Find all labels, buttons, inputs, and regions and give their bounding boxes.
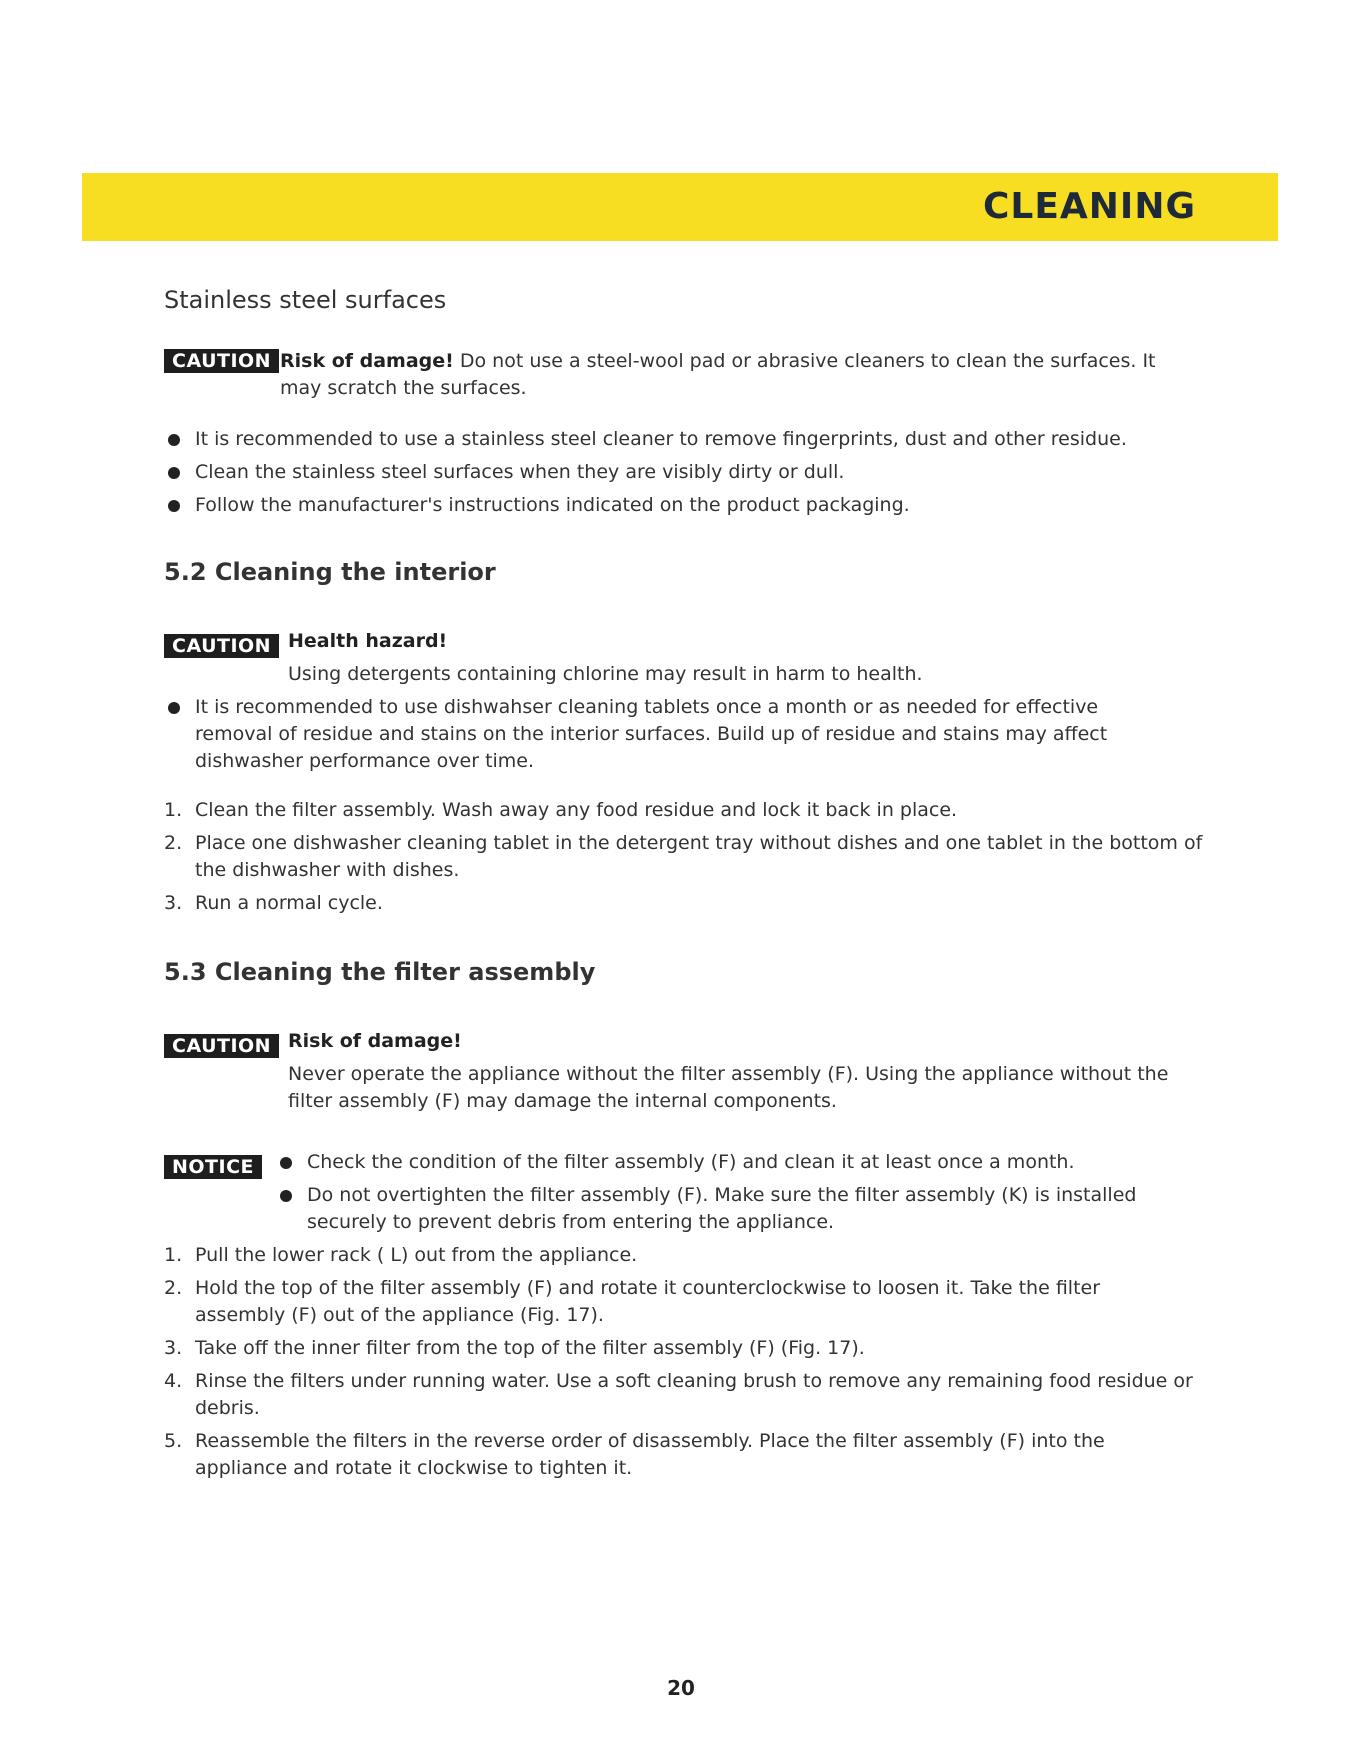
step-item: 3. Take off the inner filter from the top of the filter assembly (F) (Fig. 17). [164,1337,865,1359]
page-section-title: CLEANING [982,186,1196,227]
caution-badge-interior: CAUTION [164,634,279,658]
step-item: 2. Hold the top of the filter assembly (F) and rotate it counterclockwise to loosen it. Take the filter assembly (F) out of the appliance (Fig. 17). [164,1277,1101,1326]
caution-lead: Risk of damage! [280,350,454,372]
step-item: 5. Reassemble the filters in the reverse order of disassembly. Place the filter assembly (F) into the appliance and rotate it clockwise to tighten it. [164,1430,1105,1479]
stainless-subtitle: Stainless steel surfaces [164,286,447,314]
caution-text-stainless: Risk of damage! Do not use a steel-wool pad or abrasive cleaners to clean the surfaces. It may scratch the surfaces. [280,350,1156,399]
step-item: 4. Rinse the filters under running water. Use a soft cleaning brush to remove any remaining food residue or debris. [164,1370,1193,1419]
list-item: Follow the manufacturer's instructions indicated on the product packaging. [168,492,1198,519]
section-heading-filter: 5.3 Cleaning the filter assembly [164,958,596,986]
bullet-icon [280,1157,292,1169]
caution-lead-interior: Health hazard! [288,630,448,652]
bullet-icon [168,467,180,479]
caution-lead-filter: Risk of damage! [288,1030,462,1052]
list-item: Check the condition of the filter assembly (F) and clean it at least once a month. [280,1149,1200,1176]
step-item: 1. Pull the lower rack ( L) out from the appliance. [164,1244,638,1266]
bullet-icon [168,702,180,714]
step-item: 2. Place one dishwasher cleaning tablet in the detergent tray without dishes and one tablet in the bottom of the dishwasher with dishes. [164,832,1203,881]
section-heading-interior: 5.2 Cleaning the interior [164,558,496,586]
caution-text-interior: Using detergents containing chlorine may result in harm to health. [288,663,923,685]
list-item: Clean the stainless steel surfaces when they are visibly dirty or dull. [168,459,1198,486]
bullet-icon [168,434,180,446]
caution-text-filter: Never operate the appliance without the filter assembly (F). Using the appliance without the filter assembly (F) may damage the internal components. [288,1063,1169,1112]
bullet-icon [280,1190,292,1202]
header-banner [82,173,1278,241]
list-item: Do not overtighten the filter assembly (F). Make sure the filter assembly (K) is installed securely to prevent debris from entering the appliance. [280,1182,1180,1236]
step-item: 1. Clean the filter assembly. Wash away any food residue and lock it back in place. [164,799,958,821]
list-item: It is recommended to use a stainless steel cleaner to remove fingerprints, dust and other residue. [168,426,1198,453]
page-number: 20 [667,1676,695,1700]
list-item: It is recommended to use dishwahser cleaning tablets once a month or as needed for effective removal of residue and stains on the interior surfaces. Build up of residue and stains may affect dishwasher performance over time. [168,694,1148,775]
notice-badge: NOTICE [164,1155,262,1179]
bullet-icon [168,500,180,512]
step-item: 3. Run a normal cycle. [164,892,383,914]
caution-badge-filter: CAUTION [164,1034,279,1058]
caution-badge-stainless: CAUTION [164,349,279,373]
